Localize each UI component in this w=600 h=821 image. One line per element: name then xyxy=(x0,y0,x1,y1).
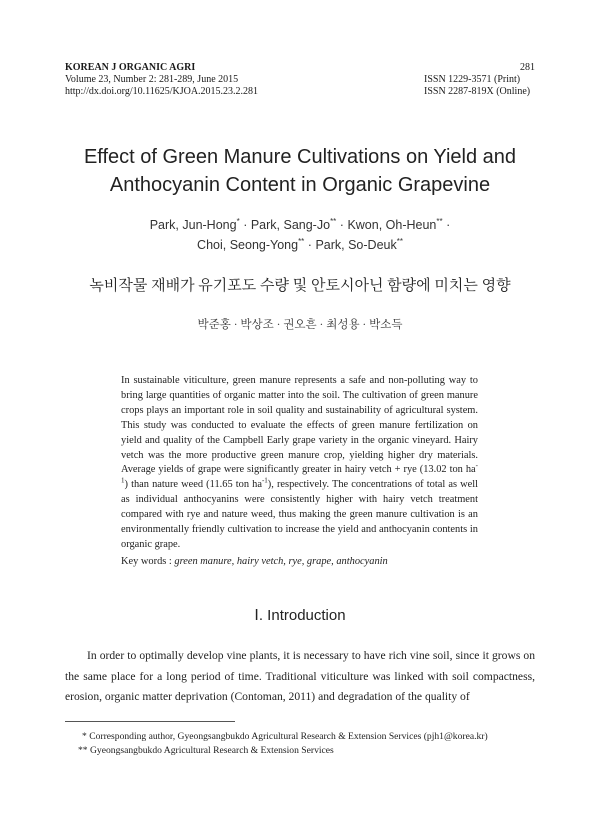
author-separator: · xyxy=(307,238,312,252)
page-number: 281 xyxy=(520,62,535,73)
abstract-text-3: ), respectively. The concentrations of total as well as individual anthocyanins were consistently higher with hairy vetch treatment compared with rye and nature weed, thus making the green manure cultivation is an environmentally friendly cultivation to increase the yield and anthocyanin contents in organic grape. xyxy=(121,479,478,550)
abstract-text-2: ) than nature weed (11.65 ton ha xyxy=(124,479,262,491)
author-mark: ** xyxy=(396,236,403,246)
abstract xyxy=(121,374,478,553)
korean-title: 녹비작물 재배가 유기포도 수량 및 안토시아닌 함량에 미치는 영향 xyxy=(89,278,511,294)
section-heading: Ⅰ. Introduction xyxy=(254,607,346,624)
unit-exponent: -1 xyxy=(261,476,268,485)
author-mark: ** xyxy=(298,236,305,246)
keywords xyxy=(121,556,478,567)
author-separator: · xyxy=(446,218,451,232)
author-list xyxy=(0,215,600,255)
body-paragraph: In order to optimally develop vine plants, it is necessary to have rich vine soil, since it grows on the same place for a long period of time. Traditional viticulture was linked with soil compactness, erosion, organic matter deprivation (Contoman, 2011) and degradation of the quality of xyxy=(65,649,535,703)
author-separator: · xyxy=(339,218,344,232)
author-mark: ** xyxy=(330,216,337,226)
volume-info: Volume 23, Number 2: 281-289, June 2015 xyxy=(65,74,239,85)
author-separator: · xyxy=(243,218,248,232)
author-name: Park, Sang-Jo xyxy=(250,218,331,232)
author-line-1 xyxy=(0,215,600,235)
title-line-1: Effect of Green Manure Cultivations on Yield and xyxy=(83,146,517,168)
author-name: Choi, Seong-Yong xyxy=(197,238,299,252)
author-mark: * xyxy=(236,216,240,226)
keywords-terms: green manure, hairy vetch, rye, grape, anthocyanin xyxy=(174,556,388,567)
unit-exponent: -1 xyxy=(121,461,478,485)
korean-authors: 박준홍 · 박상조 · 권오흔 · 최성용 · 박소득 xyxy=(197,319,403,331)
issn-online: ISSN 2287-819X (Online) xyxy=(424,86,531,97)
footnote-affiliation: ** Gyeongsangbukdo Agricultural Research & Extension Services xyxy=(78,745,334,756)
author-name: Park, Jun-Hong xyxy=(149,218,237,232)
keywords-label: Key words : xyxy=(121,556,175,567)
footnote-rule xyxy=(65,721,235,722)
author-name: Kwon, Oh-Heun xyxy=(347,218,437,232)
author-name: Park, So-Deuk xyxy=(315,238,397,252)
issn-print: ISSN 1229-3571 (Print) xyxy=(424,74,521,85)
author-line-2 xyxy=(0,235,600,255)
title-line-2: Anthocyanin Content in Organic Grapevine xyxy=(109,174,491,196)
journal-name: KOREAN J ORGANIC AGRI xyxy=(65,62,196,73)
abstract-text-1: In sustainable viticulture, green manure represents a safe and non-polluting way to bring large quantities of organic matter into the soil. The cultivation of green manure crops plays an important role in soil quality and sustainability of agricultural system. This study was conducted to evaluate the effects of green manure fertilization on yield and quality of the Campbell Early grape variety in the organic vineyard. Hairy vetch was the more productive green manure crop, yielding higher dry materials. Average yields of grape were significantly greater in hairy vetch + rye (13.02 ton ha xyxy=(121,375,478,476)
paper-title xyxy=(0,143,600,199)
footnote-corresponding: * Corresponding author, Gyeongsangbukdo Agricultural Research & Extension Services (pjh1@korea.kr) xyxy=(82,731,488,742)
author-mark: ** xyxy=(436,216,443,226)
doi-link[interactable]: http://dx.doi.org/10.11625/KJOA.2015.23.2.281 xyxy=(65,86,259,97)
issn-block xyxy=(424,62,535,98)
journal-header xyxy=(65,62,258,98)
footnotes xyxy=(78,730,552,758)
